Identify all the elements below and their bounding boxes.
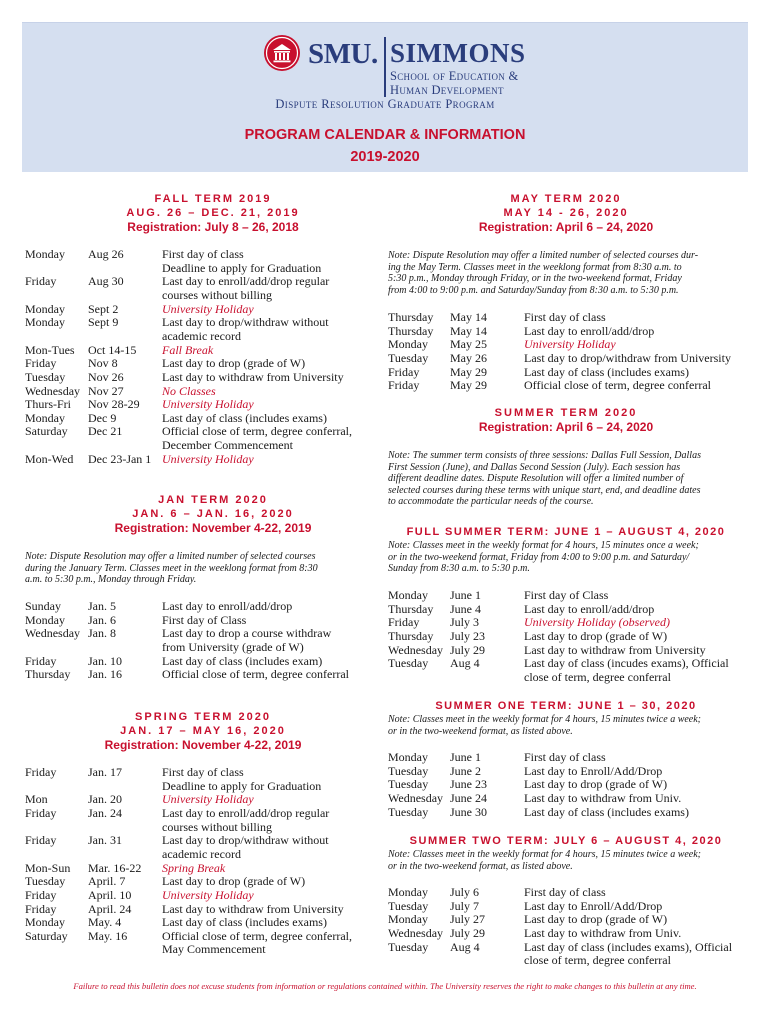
- term-registration: Registration: November 4-22, 2019: [104, 738, 302, 752]
- description-line: University Holiday: [162, 887, 254, 902]
- row-date: May 14: [450, 310, 487, 324]
- note-line: from 4:00 to 9:00 p.m. and Saturday/Sunday from 8:30 a.m. to 5:30 p.m.: [388, 284, 679, 296]
- school-name-line-1: School of Education &: [390, 69, 519, 83]
- row-day: Mon-Tues: [25, 342, 75, 357]
- note-line: Note: Dispute Resolution may offer a limited number of selected courses dur-: [388, 250, 699, 261]
- description-line: Last day to withdraw from Univ.: [524, 790, 682, 805]
- row-description: [524, 751, 606, 765]
- term-registration: Registration: April 6 – 24, 2020: [478, 220, 654, 234]
- row-date: May. 16: [88, 928, 128, 943]
- row-description: [524, 644, 706, 658]
- description-line: Official close of term, degree conferral: [524, 378, 712, 393]
- row-description: [162, 371, 344, 385]
- row-description: [524, 311, 606, 325]
- row-description: [524, 657, 729, 684]
- full-summer-note: [388, 540, 748, 575]
- description-line: Last day to Enroll/Add/Drop: [524, 763, 663, 778]
- row-date: Mar. 16-22: [88, 860, 142, 875]
- description-line: Last day of class (includes exams): [524, 364, 689, 379]
- row-description: [162, 412, 327, 426]
- row-description: [162, 903, 344, 917]
- description-line: First day of class: [524, 885, 606, 899]
- term-dates: JAN. 17 – MAY 16, 2020: [120, 725, 286, 737]
- term-registration: Registration: July 8 – 26, 2018: [127, 220, 299, 234]
- row-date: Aug 4: [450, 939, 480, 954]
- description-line: Last day to drop/withdraw without: [162, 833, 329, 848]
- description-line: University Holiday: [162, 451, 254, 466]
- row-description: [162, 834, 329, 861]
- row-date: Aug 4: [450, 656, 480, 671]
- row-description: [162, 248, 321, 275]
- row-day: Friday: [388, 364, 420, 379]
- summer-one-term-heading: SUMMER ONE TERM: JUNE 1 – 30, 2020: [435, 700, 697, 712]
- row-description: [524, 778, 667, 792]
- row-date: Aug 26: [88, 247, 124, 261]
- row-description: [162, 316, 329, 343]
- note-line: 5:30 p.m., Monday through Friday, or in the two-weekend format, Friday: [388, 273, 682, 285]
- description-line: Last day to drop/withdraw from University: [524, 350, 731, 365]
- row-day: Tuesday: [388, 763, 429, 778]
- description-line: academic record: [162, 846, 241, 861]
- row-day: Friday: [25, 274, 57, 289]
- row-day: Thursday: [25, 667, 71, 682]
- row-description: [162, 807, 329, 834]
- row-description: [162, 600, 292, 614]
- row-day: Monday: [388, 885, 428, 899]
- row-day: Mon-Sun: [25, 860, 71, 875]
- row-day: Monday: [25, 247, 65, 261]
- row-day: Friday: [388, 378, 420, 393]
- row-description: [524, 630, 667, 644]
- row-date: Aug 30: [88, 274, 124, 289]
- row-date: Jan. 6: [88, 612, 116, 627]
- description-line: Last day to drop (grade of W): [524, 912, 668, 927]
- smu-wordmark: SMU.: [308, 38, 378, 70]
- description-line: Spring Break: [162, 860, 226, 875]
- description-line: academic record: [162, 328, 241, 343]
- row-date: June 1: [450, 750, 481, 764]
- description-line: Last day to withdraw from University: [162, 901, 344, 916]
- row-date: May 26: [450, 350, 487, 365]
- row-day: Monday: [25, 915, 65, 930]
- description-line: Last day to withdraw from University: [524, 642, 706, 657]
- program-name: Dispute Resolution Graduate Program: [275, 97, 495, 111]
- row-description: [162, 655, 322, 669]
- term-registration: Registration: November 4-22, 2019: [114, 521, 312, 535]
- row-date: June 24: [450, 790, 487, 805]
- jan-term-heading: [43, 493, 383, 536]
- row-description: [524, 352, 731, 366]
- row-day: Saturday: [25, 928, 68, 943]
- row-description: [524, 765, 662, 779]
- row-date: May. 4: [88, 915, 122, 930]
- row-description: [162, 425, 352, 452]
- row-description: [524, 927, 681, 941]
- row-date: June 30: [450, 804, 487, 819]
- row-date: Nov 8: [88, 356, 118, 371]
- row-day: Thursday: [388, 323, 434, 338]
- note-line: or in the two-weekend format, Friday from 4:00 to 9:00 p.m. and Saturday/: [388, 551, 690, 563]
- description-line: No Classes: [162, 383, 216, 398]
- row-description: [162, 303, 254, 317]
- description-line: Last day to enroll/add/drop regular: [162, 274, 330, 289]
- row-description: [162, 793, 254, 807]
- row-date: May 14: [450, 323, 487, 338]
- row-description: [162, 889, 254, 903]
- row-day: Mon: [25, 792, 48, 807]
- row-description: [162, 916, 327, 930]
- row-day: Tuesday: [25, 874, 66, 889]
- description-line: Last day of class (includes exams): [162, 410, 327, 425]
- row-date: Sept 9: [88, 315, 119, 330]
- note-line: or in the two-weekend format, as listed above.: [388, 860, 573, 872]
- row-description: [162, 614, 246, 628]
- note-line: Note: Dispute Resolution may offer a limited number of selected courses: [25, 551, 316, 562]
- row-date: Jan. 17: [88, 765, 122, 779]
- row-day: Friday: [25, 901, 57, 916]
- row-date: April. 24: [88, 901, 132, 916]
- note-line: a.m. to 5:30 p.m., Monday through Friday.: [25, 574, 197, 586]
- summer-two-term-heading: SUMMER TWO TERM: JULY 6 – AUGUST 4, 2020: [409, 835, 723, 847]
- row-day: Tuesday: [388, 777, 429, 792]
- row-day: Friday: [25, 356, 57, 371]
- row-day: Sunday: [25, 599, 61, 613]
- row-description: [162, 862, 225, 876]
- fall-term-heading: [43, 192, 383, 235]
- description-line: University Holiday: [524, 337, 616, 352]
- description-line: Last day to enroll/add/drop: [162, 599, 293, 613]
- row-description: [162, 385, 216, 399]
- row-date: Jan. 8: [88, 626, 116, 641]
- description-line: December Commencement: [162, 438, 293, 453]
- row-date: June 1: [450, 588, 481, 602]
- term-dates: MAY 14 - 26, 2020: [503, 207, 629, 219]
- row-day: Monday: [388, 750, 428, 764]
- row-description: [162, 627, 331, 654]
- row-day: Thursday: [388, 310, 434, 324]
- description-line: University Holiday: [162, 397, 254, 412]
- summer-two-note: [388, 849, 748, 872]
- logo-divider: [384, 37, 386, 97]
- academic-year: 2019-2020: [350, 149, 420, 165]
- row-day: Tuesday: [388, 656, 429, 671]
- school-name-line-2: Human Development: [390, 83, 504, 97]
- row-date: Dec 23-Jan 1: [88, 451, 152, 466]
- simmons-wordmark: SIMMONS: [390, 38, 526, 68]
- term-registration: Registration: April 6 – 24, 2020: [478, 420, 654, 434]
- row-description: [524, 366, 689, 380]
- note-line: different deadline dates. Dispute Resolution will offer a limited number of: [388, 473, 684, 485]
- row-date: May 29: [450, 378, 487, 393]
- row-date: Nov 27: [88, 383, 124, 398]
- note-line: during the January Term. Classes meet in the weeklong format from 8:30: [25, 562, 318, 574]
- description-line: University Holiday: [162, 301, 254, 316]
- note-line: Note: The summer term consists of three sessions: Dallas Full Session, Dallas: [388, 450, 701, 461]
- row-day: Tuesday: [388, 350, 429, 365]
- row-day: Tuesday: [388, 898, 429, 913]
- description-line: University Holiday (observed): [524, 615, 670, 630]
- summer-term-note: [388, 450, 748, 508]
- row-day: Monday: [388, 912, 428, 927]
- term-dates: JAN. 6 – JAN. 16, 2020: [132, 508, 294, 520]
- note-line: ing the May Term. Classes meet in the weeklong format from 8:30 a.m. to: [388, 261, 682, 273]
- description-line: First day of class: [162, 247, 244, 261]
- description-line: First day of Class: [162, 612, 247, 627]
- row-day: Friday: [25, 765, 57, 779]
- row-day: Wednesday: [25, 626, 81, 641]
- description-line: First day of Class: [524, 588, 609, 602]
- summer-term-heading: [396, 406, 736, 435]
- row-description: [162, 275, 329, 302]
- row-description: [524, 589, 608, 603]
- row-date: Jan. 10: [88, 653, 122, 668]
- description-line: Deadline to apply for Graduation: [162, 260, 322, 275]
- description-line: from University (grade of W): [162, 639, 304, 654]
- row-date: Dec 9: [88, 410, 117, 425]
- row-day: Thurs-Fri: [25, 397, 71, 412]
- row-day: Friday: [25, 805, 57, 820]
- row-date: June 2: [450, 763, 481, 778]
- note-line: Note: Classes meet in the weekly format for 4 hours, 15 minutes once a week;: [388, 540, 699, 551]
- row-date: Jan. 24: [88, 805, 122, 820]
- term-name: SUMMER TERM 2020: [494, 407, 638, 419]
- row-day: Friday: [25, 653, 57, 668]
- description-line: Deadline to apply for Graduation: [162, 778, 322, 793]
- description-line: Fall Break: [162, 342, 214, 357]
- description-line: Last day of class (incudes exams), Official: [524, 656, 729, 671]
- row-date: April. 7: [88, 874, 126, 889]
- smu-seal-icon: [264, 35, 300, 71]
- description-line: First day of class: [524, 750, 606, 764]
- row-description: [524, 806, 689, 820]
- row-description: [524, 616, 670, 630]
- description-line: Last day of class (includes exams): [162, 915, 327, 930]
- description-line: Last day of class (includes exam): [162, 653, 323, 668]
- row-day: Wednesday: [25, 383, 81, 398]
- term-name: SPRING TERM 2020: [135, 711, 271, 723]
- description-line: Last day to enroll/add/drop: [524, 323, 655, 338]
- description-line: Last day to Enroll/Add/Drop: [524, 898, 663, 913]
- term-name: MAY TERM 2020: [510, 193, 622, 205]
- description-line: Last day to drop (grade of W): [524, 628, 668, 643]
- header-banner: [22, 22, 748, 172]
- row-date: Jan. 20: [88, 792, 122, 807]
- row-description: [524, 338, 616, 352]
- full-summer-term-heading: FULL SUMMER TERM: JUNE 1 – AUGUST 4, 2020: [406, 526, 726, 538]
- description-line: First day of class: [524, 310, 606, 324]
- row-date: Jan. 31: [88, 833, 122, 848]
- note-line: First Session (June), and Dallas Second Session (July). Each session has: [388, 461, 681, 473]
- description-line: Official close of term, degree conferral,: [162, 928, 353, 943]
- row-day: Wednesday: [388, 925, 444, 940]
- may-term-note: [388, 250, 748, 296]
- spring-term-heading: [33, 710, 373, 753]
- description-line: University Holiday: [162, 792, 254, 807]
- row-description: [524, 379, 711, 393]
- row-date: April. 10: [88, 887, 132, 902]
- row-date: July 3: [450, 615, 480, 630]
- description-line: close of term, degree conferral: [524, 953, 671, 968]
- description-line: courses without billing: [162, 287, 272, 302]
- row-date: Dec 21: [88, 424, 123, 439]
- row-date: June 4: [450, 601, 481, 616]
- description-line: Last day to withdraw from University: [162, 369, 344, 384]
- row-day: Wednesday: [388, 790, 444, 805]
- row-date: July 29: [450, 642, 486, 657]
- jan-term-note: [25, 551, 370, 586]
- description-line: Last day of class (includes exams), Official: [524, 939, 733, 954]
- row-description: [162, 668, 349, 682]
- row-date: May 29: [450, 364, 487, 379]
- row-description: [162, 766, 321, 793]
- row-day: Wednesday: [388, 642, 444, 657]
- note-line: Note: Classes meet in the weekly format for 4 hours, 15 minutes twice a week;: [388, 714, 702, 725]
- row-day: Monday: [25, 410, 65, 425]
- may-term-heading: [396, 192, 736, 235]
- footer-disclaimer: Failure to read this bulletin does not excuse students from information or regulations contained within. The University reserves the right to make changes to this bulletin at any time.: [73, 981, 697, 991]
- row-day: Thursday: [388, 601, 434, 616]
- note-line: Sunday from 8:30 a.m. to 5:30 p.m.: [388, 563, 530, 575]
- description-line: Last day to drop (grade of W): [162, 356, 306, 371]
- row-date: July 23: [450, 628, 486, 643]
- description-line: May Commencement: [162, 942, 266, 957]
- description-line: First day of class: [162, 765, 244, 779]
- row-day: Monday: [388, 588, 428, 602]
- row-day: Monday: [388, 337, 428, 352]
- row-day: Friday: [25, 887, 57, 902]
- description-line: Last day to enroll/add/drop: [524, 601, 655, 616]
- page-title: PROGRAM CALENDAR & INFORMATION: [244, 127, 526, 143]
- row-description: [162, 344, 213, 358]
- term-name: JAN TERM 2020: [158, 494, 268, 506]
- term-dates: AUG. 26 – DEC. 21, 2019: [126, 207, 300, 219]
- row-day: Tuesday: [25, 369, 66, 384]
- row-day: Thursday: [388, 628, 434, 643]
- term-name: FALL TERM 2019: [154, 193, 272, 205]
- description-line: Last day to withdraw from Univ.: [524, 925, 682, 940]
- description-line: courses without billing: [162, 819, 272, 834]
- row-date: Sept 2: [88, 301, 119, 316]
- row-day: Monday: [25, 612, 65, 627]
- row-description: [524, 325, 654, 339]
- row-description: [162, 453, 254, 467]
- row-date: July 6: [450, 885, 480, 899]
- row-date: July 27: [450, 912, 486, 927]
- row-day: Monday: [25, 301, 65, 316]
- row-description: [524, 603, 654, 617]
- row-date: Nov 28-29: [88, 397, 140, 412]
- description-line: close of term, degree conferral: [524, 669, 671, 684]
- description-line: Last day to drop a course withdraw: [162, 626, 332, 641]
- row-description: [524, 913, 667, 927]
- row-description: [524, 900, 662, 914]
- row-day: Saturday: [25, 424, 68, 439]
- row-date: Nov 26: [88, 369, 124, 384]
- description-line: Last day to enroll/add/drop regular: [162, 805, 330, 820]
- description-line: Last day to drop/withdraw without: [162, 315, 329, 330]
- row-date: July 7: [450, 898, 480, 913]
- row-description: [162, 875, 305, 889]
- note-line: Note: Classes meet in the weekly format for 4 hours, 15 minutes twice a week;: [388, 849, 702, 860]
- row-description: [162, 357, 305, 371]
- row-description: [162, 398, 254, 412]
- row-date: May 25: [450, 337, 487, 352]
- description-line: Last day to drop (grade of W): [162, 874, 306, 889]
- row-date: June 23: [450, 777, 487, 792]
- description-line: Official close of term, degree conferral,: [162, 424, 353, 439]
- row-description: [162, 930, 352, 957]
- row-day: Friday: [25, 833, 57, 848]
- note-line: selected courses during these terms with unique start, end, and deadline dates: [388, 484, 701, 496]
- description-line: Last day of class (includes exams): [524, 804, 689, 819]
- row-day: Friday: [388, 615, 420, 630]
- row-day: Monday: [25, 315, 65, 330]
- row-description: [524, 941, 732, 968]
- note-line: to accommodate the particular needs of the course.: [388, 496, 594, 508]
- row-day: Tuesday: [388, 939, 429, 954]
- row-date: Oct 14-15: [88, 342, 137, 357]
- note-line: or in the two-weekend format, as listed above.: [388, 725, 573, 737]
- row-date: July 29: [450, 925, 486, 940]
- smu-simmons-logo: [264, 35, 564, 97]
- row-description: [524, 886, 606, 900]
- row-date: Jan. 5: [88, 599, 116, 613]
- row-date: Jan. 16: [88, 667, 122, 682]
- summer-one-note: [388, 714, 748, 737]
- description-line: Last day to drop (grade of W): [524, 777, 668, 792]
- row-description: [524, 792, 681, 806]
- description-line: Official close of term, degree conferral: [162, 667, 350, 682]
- row-day: Mon-Wed: [25, 451, 74, 466]
- row-day: Tuesday: [388, 804, 429, 819]
